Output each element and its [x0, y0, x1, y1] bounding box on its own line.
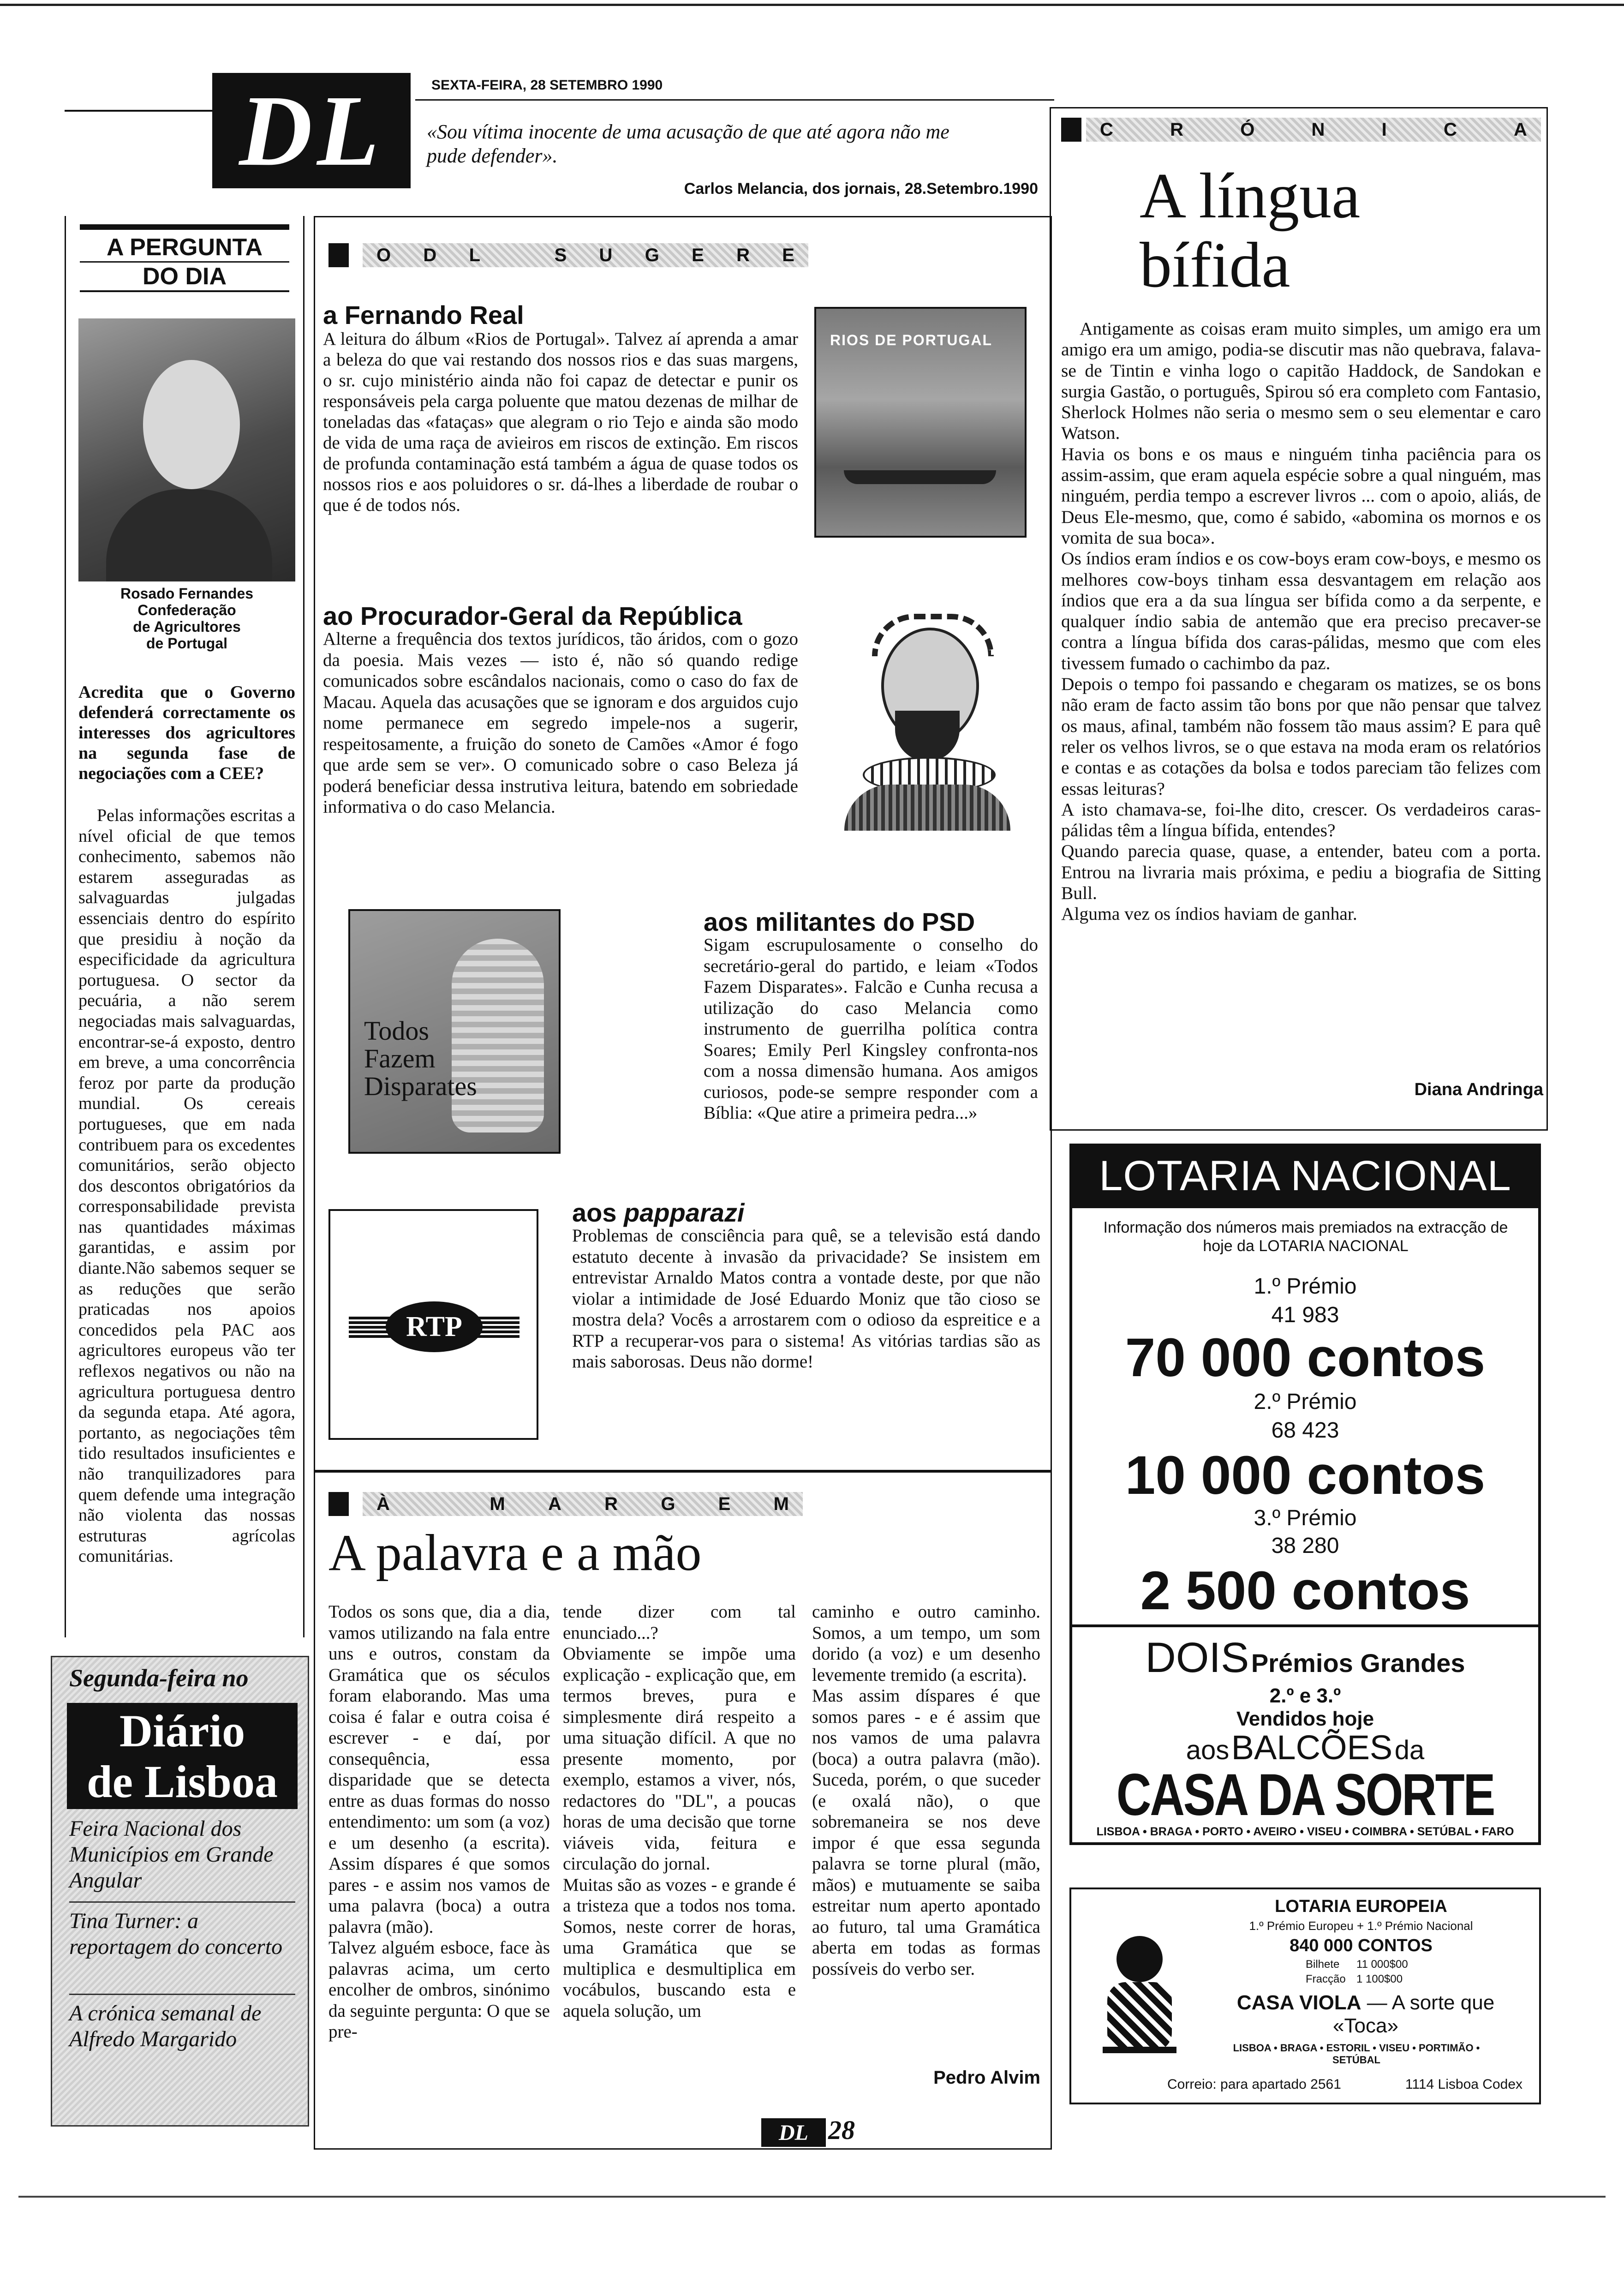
margem-label-letter: A: [548, 1493, 561, 1514]
lotaria-intro: Informação dos números mais premiados na extracção de hoje da LOTARIA NACIONAL: [1103, 1219, 1508, 1255]
premios-grandes: Prémios Grandes: [1251, 1648, 1465, 1678]
margem-label-letter: E: [718, 1493, 731, 1514]
europeia-correio: [1084, 2077, 1532, 2092]
pergunta-title-rule-top: [80, 224, 289, 230]
promo-item-2: Tina Turner: a reportagem do concerto: [69, 1909, 283, 1959]
pergunta-title-line1: A PERGUNTA: [107, 234, 263, 261]
margem-title: A palavra e a mão: [328, 1524, 702, 1582]
sugere-section-header: [328, 241, 808, 270]
cronica-label-letter: I: [1381, 119, 1387, 140]
margem-section-header: [328, 1490, 803, 1518]
cronica-label: [1086, 118, 1541, 142]
camoes-shoulders: [844, 785, 1010, 831]
cronica-author: Diana Andringa: [1414, 1080, 1543, 1099]
disparates-title: [364, 1017, 477, 1100]
margem-col-1: Todos os sons que, dia a dia, vamos utilizando na fala entre uns e outros, constam da Gramática que os séculos foram elaborando. Mas uma coisa é falar e outra coisa é escrever - e daí, por consequência, essa disparidade que se detecta entre as duas formas do nosso entendimento: um som (a voz) e um desenho (a escrita). Assim díspares é que somos pares - e assim nos vamos de uma palavra (boca) a outra palavra (mão). Talvez alguém esboce, face às palavras acima, um certo encolher de ombros, sinónimo da seguinte pergunta: O que se pre-: [328, 1602, 550, 2042]
sugere-label-letter: R: [736, 245, 750, 265]
prize-1-number: 41 983: [1271, 1303, 1339, 1327]
promo-title: Segunda-feira no: [69, 1664, 249, 1692]
dois-word: DOIS: [1145, 1634, 1249, 1681]
disparates-title-line3: Disparates: [364, 1071, 477, 1101]
margem-author: Pedro Alvim: [933, 2067, 1040, 2088]
margem-label-letter: À: [376, 1493, 390, 1514]
pergunta-title-line2: DO DIA: [80, 261, 289, 290]
promo-paper-line1: Diário: [119, 1705, 245, 1756]
promo-paper-line2: de Lisboa: [86, 1756, 278, 1807]
prize-1-label: 1.º Prémio: [1254, 1274, 1357, 1299]
cronica-title-line1: A língua: [1140, 160, 1361, 232]
rtp-logo-text: RTP: [386, 1301, 483, 1352]
margem-label-letter: R: [604, 1493, 618, 1514]
da-word: da: [1394, 1735, 1425, 1765]
disparates-title-line1: Todos: [364, 1016, 429, 1046]
footer-page-number: 28: [828, 2115, 855, 2145]
cronica-title-line2: bífida: [1140, 229, 1290, 301]
prize-2-label: 2.º Prémio: [1254, 1390, 1357, 1414]
prize-3-label: 3.º Prémio: [1254, 1506, 1357, 1530]
europeia-subtitle: 1.º Prémio Europeu + 1.º Prémio Nacional: [1249, 1919, 1473, 1933]
promo-item-1: Feira Nacional dos Municípios em Grande Angular: [69, 1816, 274, 1893]
sugere-label-letter: U: [599, 245, 613, 265]
correio-code: 1114 Lisboa Codex: [1405, 2077, 1522, 2092]
margem-label-letter: M: [773, 1493, 789, 1514]
bilhete-row: [1306, 1958, 1408, 1971]
lotaria-divider: [1069, 1624, 1541, 1627]
prize-3-amount: 2 500 contos: [1140, 1560, 1470, 1621]
fraccao-row: [1306, 1973, 1403, 1986]
disparates-title-line2: Fazem: [364, 1043, 436, 1073]
lotaria-title: LOTARIA NACIONAL: [1069, 1144, 1541, 1208]
cronica-label-letter: Ó: [1240, 119, 1255, 140]
promo-item-3: A crónica semanal de Alfredo Margarido: [69, 2001, 262, 2051]
bilhete-label: Bilhete: [1306, 1958, 1340, 1971]
jester-legs: [1103, 2047, 1176, 2074]
jester-icon: [1089, 1931, 1190, 2070]
portrait-head: [143, 360, 240, 489]
masthead-date: SEXTA-FEIRA, 28 SETEMBRO 1990: [431, 78, 663, 93]
sugere-label-letter: E: [782, 245, 794, 265]
rios-book-cover: [814, 307, 1027, 538]
sugere-item-2-text: Alterne a frequência dos textos jurídicos, tão áridos, com o gozo da poesia. Mais vezes — isto é, não só quando redige comunicados sobre escândalos nacionais, como o caso do fax de Macau. Aquela das acusações que se ignoram e dos arguidos cujo nome permanece em segredo impele-nos a sugerir, respeitosamente, a fruição do soneto de Camões «Amor é fogo que arde sem se ver». O comunicado sobre o caso Beleza já poderá beneficiar dessa instrutiva leitura, batendo em sobriedade informativa o do caso Melancia.: [323, 629, 798, 817]
masthead-quote-source: Carlos Melancia, dos jornais, 28.Setembro.1990: [684, 180, 1038, 198]
prize-2-number: 68 423: [1271, 1418, 1339, 1443]
logo-text: DL: [239, 74, 384, 187]
top-rule: [0, 4, 1624, 6]
cronica-label-letter: C: [1443, 119, 1457, 140]
margem-label-letter: M: [490, 1493, 505, 1514]
sugere-item-1-heading: a Fernando Real: [323, 300, 524, 330]
margem-label-letter: G: [661, 1493, 675, 1514]
masthead-logo: [212, 73, 411, 188]
correio-address: Correio: para apartado 2561: [1167, 2077, 1341, 2092]
cronica-title: [1140, 162, 1360, 300]
sugere-bullet: [328, 243, 349, 267]
sugere-item-3-text: Sigam escrupulosamente o conselho do secretário-geral do partido, e leiam «Todos Fazem Disparates». Falcão e Cunha recusa a utilização do caso Melancia como instrumento de guerrilha política contra Soares; Emily Perl Kingsley confronta-nos com a nossa dimensão humana. Aos amigos curiosos, pode-se sempre responder com a Bíblia: «Que atire a primeira pedra...»: [704, 935, 1038, 1123]
sugere-item-1-text: A leitura do álbum «Rios de Portugal». Talvez aí aprenda a amar a beleza do que vai restando dos nossos rios e das suas margens, o sr. cujo ministério ainda não foi capaz de detectar e punir os responsáveis pela carga poluente que matou dezenas de milhar de toneladas das «fataças» que alegram o rio Tejo e ainda são modo de vida de uma raça de avieiros em riscos de extinção. Em riscos de profunda contaminação está também a água de quase todos os nossos rios e aos poluidores o sr. dá-lhes a liberdade de roubar o que é de todos nós.: [323, 329, 798, 515]
disparates-book-cover: [348, 909, 561, 1154]
pergunta-portrait: [78, 318, 295, 581]
europeia-amount: 840 000 CONTOS: [1290, 1936, 1433, 1955]
promo-paper-logo: [67, 1703, 298, 1809]
portrait-shoulders: [106, 489, 272, 581]
europeia-cities: LISBOA • BRAGA • ESTORIL • VISEU • PORTIMÃO • SETÚBAL: [1233, 2042, 1480, 2066]
promo-divider-2: [69, 1994, 295, 1995]
second-third: 2.º e 3.º: [1269, 1684, 1341, 1707]
margem-label: [363, 1492, 803, 1516]
balcoes-word: BALCÕES: [1231, 1728, 1393, 1767]
fraccao-value: 1 100$00: [1356, 1973, 1403, 1985]
camoes-beard: [895, 711, 960, 761]
promo-divider-1: [69, 1901, 295, 1903]
pergunta-title-rule-bottom: [80, 290, 289, 292]
sugere-label-letter: O: [376, 245, 391, 265]
sugere-label-letter: L: [469, 245, 481, 265]
cronica-label-letter: A: [1514, 119, 1527, 140]
cronica-text: Antigamente as coisas eram muito simples, um amigo era um amigo era um amigo, podia-se discutir mas não quebrava, falava-se de Tintin e vinha logo o capitão Haddock, de Sandokan e surgia Gastão, o português, Spirou só era completo com Fantasio, Sherlock Holmes não seria o mesmo sem o seu elementar e caro Watson. Havia os bons e os maus e ninguém tinha paciência para os assim-assim, que eram aquela espécie sobre a qual ninguém, mas ninguém, perdia tempo a escrever livros ... com o apoio, aliás, de Deus Ele-mesmo, que, como é sabido, «abomina os mornos e os vomita de sua boca». Os índios eram índios e os cow-boys eram cow-boys, e mesmo os melhores cow-boys tinham essa desvantagem em relação aos índios que era a da sua língua ser bífida como a da serpente, e qualquer índio sabia de antemão que era preciso precaver-se contra a língua bífida dos caras-pálidas, mesmo que com eles tivessem fumado o cachimbo da paz. Depois o tempo foi passando e chegaram os matizes, se os bons não eram de facto assim tão bons por que não pensar que talvez os maus, afinal, também não fossem tão maus assim? E para quê reler os velhos livros, se o que estava na moda eram os relatórios e contas e as cotações da bolsa e todos pareciam tão felizes com essas leituras? A isto chamava-se, foi-lhe dito, crescer. Os verdadeiros caras-pálidas têm a língua bífida, entendes? Quando parecia quase, quase, a entender, bateu com a porta. Entrou na livraria mais próxima, e pediu a biografia de Sitting Bull. Alguma vez os índios haviam de ganhar.: [1061, 318, 1541, 924]
sugere-item-4-heading-italic: papparazi: [624, 1198, 745, 1227]
margem-col-2: tende dizer com tal enunciado...? Obviamente se impõe uma explicação - explicação que, em termos breves, pura e simplesmente dirá respeito a uma situação difícil. A que no presente momento, por exemplo, estamos a viver, nós, redactores do "DL", a poucas horas de uma decisão que torne viáveis vida, feitura e circulação do jornal. Muitas são as vozes - e grande é a tristeza que a todos nos toma. Somos, neste correr de horas, uma Gramática que se multiplica e desmultiplica em vocábulos, buscando esta e aquela solução, um: [563, 1602, 796, 2021]
prize-3-number: 38 280: [1271, 1534, 1339, 1558]
fraccao-label: Fracção: [1306, 1973, 1346, 1985]
pergunta-question: Acredita que o Governo defenderá correctamente os interesses dos agricultores na segunda fase de negociações com a CEE?: [78, 683, 295, 783]
pergunta-caption: [78, 585, 295, 652]
prize-1-amount: 70 000 contos: [1125, 1327, 1486, 1388]
sugere-item-4-heading: [572, 1198, 744, 1228]
sugere-label-letter: S: [554, 245, 567, 265]
sugere-item-4-text: Problemas de consciência para quê, se a televisão está dando estatuto decente à invasão da privacidade? Se insistem em entrevistar Arnaldo Matos contra a vontade deste, por que não violar a intimidade de José Eduardo Moniz que tão cioso se mostra dela? Vocês a arrostarem com o odioso da espreitice e a RTP a recuperar-vos para o sistema! As vitórias tardias são as mais saborosas. Deus não dorme!: [572, 1226, 1040, 1372]
caption-line4: de Portugal: [146, 635, 227, 652]
footer-rule: [18, 2196, 1606, 2198]
masthead-date-rule: [415, 99, 1054, 101]
rios-book-title: RIOS DE PORTUGAL: [830, 332, 993, 348]
casa-viola-slogan: — A sorte que «Toca»: [1333, 1991, 1495, 2037]
caption-line2: Confederação: [137, 602, 236, 618]
casa-da-sorte: CASA DA SORTE: [1116, 1762, 1494, 1828]
jester-body: [1107, 1982, 1172, 2051]
sugere-label-letter: D: [423, 245, 437, 265]
sugere-item-2-heading: ao Procurador-Geral da República: [323, 601, 742, 630]
cronica-label-letter: N: [1311, 119, 1325, 140]
camoes-laurel: [872, 614, 994, 656]
lotaria-cities: LISBOA • BRAGA • PORTO • AVEIRO • VISEU • COIMBRA • SETÚBAL • FARO: [1096, 1825, 1514, 1838]
sugere-item-3-heading: aos militantes do PSD: [704, 907, 975, 936]
sugere-label: [363, 243, 808, 267]
masthead-rule: [65, 110, 212, 112]
margem-col-3: caminho e outro caminho. Somos, a um tempo, um som dorido (a voz) e um desenho levemente tremido (a escrita). Mas assim díspares é que somos pares - e é assim que nos vamos de uma palavra (boca) a outra palavra (mão). Suceda, porém, o que suceder (e oxalá não), o que sobremaneira se nos deve impor é que essa segunda palavra se torne plural (mão, mãos) e mutuamente se saiba estreitar num aperto apontado ao futuro, tal uma Gramática aberta em todas as formas possíveis do verbo ser.: [812, 1602, 1040, 1979]
bilhete-value: 11 000$00: [1356, 1958, 1408, 1971]
rios-boat: [844, 470, 996, 484]
rtp-logo-box: [328, 1209, 538, 1440]
cronica-section-header: [1061, 115, 1541, 144]
casa-viola: CASA VIOLA: [1236, 1991, 1361, 2014]
camoes-portrait: [826, 600, 1029, 831]
cronica-bullet: [1061, 118, 1081, 142]
caption-line3: de Agricultores: [133, 618, 241, 635]
pergunta-answer: Pelas informações escritas a nível oficial de que temos conhecimento, sabemos não estarem asseguradas as salvaguardas julgadas essenciais dentro do espírito que presidiu à noção da especificidade da agricultura portuguesa. O sector da pecuária, a não serem negociadas mais salvaguardas, encontrar-se-á exposto, dentro em breve, a uma concorrência feroz por parte da produção mundial. Os cereais portugueses, que em nada contribuem para os excedentes comunitários, serão objecto dos descontos obrigatórios da corresponsabilidade prevista nas quantidades máximas garantidas, e assim por diante.Não sabemos sequer se as reduções que serão praticadas nos apoios concedidos pela PAC aos agricultores europeus vão ter reflexos negativos ou não na agricultura portuguesa dentro da segunda etapa. Até agora, portanto, as negociações têm tido resultados insuficientes e não tranquilizadores para quem defende uma integração não violenta das nossas estruturas agrícolas comunitárias.: [78, 806, 295, 1566]
footer-logo: [761, 2118, 826, 2147]
sugere-item-4-heading-prefix: aos: [572, 1198, 624, 1227]
sugere-label-letter: E: [692, 245, 704, 265]
sugere-label-letter: G: [645, 245, 659, 265]
prize-2-amount: 10 000 contos: [1125, 1445, 1486, 1506]
cronica-label-letter: R: [1170, 119, 1183, 140]
europeia-title: LOTARIA EUROPEIA: [1275, 1897, 1447, 1916]
casa-viola-line: [1204, 1991, 1527, 2037]
vendidos-hoje: Vendidos hoje: [1236, 1708, 1374, 1730]
margem-bullet: [328, 1492, 349, 1516]
caption-line1: Rosado Fernandes: [120, 585, 254, 602]
jester-head: [1116, 1936, 1163, 1982]
cronica-label-letter: C: [1100, 119, 1113, 140]
aos-word: aos: [1186, 1735, 1230, 1765]
masthead-quote: «Sou vítima inocente de uma acusação de que até agora não me pude defender».: [427, 120, 949, 167]
footer-logo-text: DL: [779, 2120, 808, 2145]
